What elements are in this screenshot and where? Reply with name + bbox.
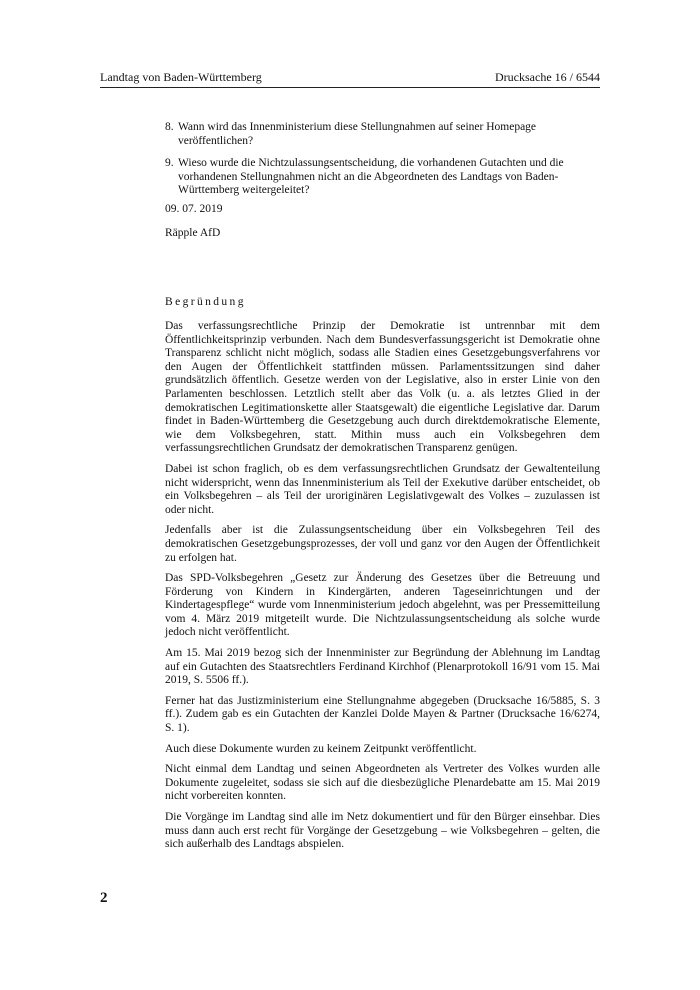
body-paragraph: Ferner hat das Justizministerium eine Stellungnahme abgegeben (Drucksache 16/5885, S. 3 ff.). Zudem gab es ein Gutachten der Kanzlei Dolde Mayen & Partner (Drucksache 16/6274, S. 1). — [165, 694, 600, 735]
page-header — [100, 70, 600, 88]
document-date: 09. 07. 2019 — [165, 203, 223, 215]
body-paragraph: Die Vorgänge im Landtag sind alle im Netz dokumentiert und für den Bürger einsehbar. Dies muss dann auch erst recht für Vorgänge der Gesetzgebung – wie Volksbegehren – gelten, die sich außerhalb des Landtags abspielen. — [165, 811, 600, 851]
question-text: Wann wird das Innenministerium diese Stellungnahmen auf seiner Homepage veröffentlichen? — [178, 121, 537, 147]
question-number: 8. — [165, 121, 174, 133]
question-item — [165, 157, 600, 198]
justification-body — [165, 320, 600, 859]
header-publisher: Landtag von Baden-Württemberg — [100, 70, 262, 84]
section-heading: Begründung — [165, 296, 246, 308]
document-author: Räpple AfD — [165, 227, 221, 239]
body-paragraph: Jedenfalls aber ist die Zulassungsentscheidung über ein Volksbegehren Teil des demokratischen Gesetzgebungsprozesses, der voll und ganz vor den Augen der Öffentlichkeit zu erfolgen hat. — [165, 524, 600, 564]
body-paragraph: Auch diese Dokumente wurden zu keinem Zeitpunkt veröffentlicht. — [165, 742, 477, 755]
question-text: Wieso wurde die Nichtzulassungsentscheidung, die vorhandenen Gutachten und die vorhandenen Stellungnahmen nicht an die Abgeordneten des Landtags von Baden-Württemberg weitergeleitet? — [178, 157, 564, 197]
body-paragraph: Das SPD-Volksbegehren „Gesetz zur Änderung des Gesetzes über die Betreuung und Förderung von Kindern in Kindergärten, anderen Tageseinrichtungen und der Kindertagespflege“ wurde vom Innenministerium jedoch abgelehnt, was per Pressemitteilung vom 4. März 2019 mitgeteilt wurde. Die Nichtzulassungsentscheidung als solche wurde jedoch nicht veröffentlicht. — [165, 572, 600, 639]
body-paragraph: Dabei ist schon fraglich, ob es dem verfassungsrechtlichen Grundsatz der Gewaltenteilung nicht widerspricht, wenn das Innenministerium als Teil der Exekutive darüber entscheidet, ob ein Volksbegehren – als Teil der uroriginären Legislativgewalt des Volkes – zuzulassen ist oder nicht. — [165, 462, 600, 516]
question-item — [165, 121, 600, 148]
question-list — [165, 121, 600, 207]
page-number: 2 — [100, 890, 108, 906]
body-paragraph: Das verfassungsrechtliche Prinzip der Demokratie ist untrennbar mit dem Öffentlichkeitsprinzip verbunden. Nach dem Bundesverfassungsgericht ist Demokratie ohne Transparenz schlicht nicht möglich, sodass alle Stadien eines Gesetzgebungsverfahrens vor den Augen der Öffentlichkeit stattfinden müssen. Parlamentssitzungen sind daher grundsätzlich öffentlich. Gesetze werden von der Legislative, also in erster Linie von den Parlamenten beschlossen. Letztlich stellt aber das Volk (u. a. als letztes Glied in der demokratischen Legitimationskette aller Staatsgewalt) die eigentliche Legislative dar. Darum findet in Baden-Württemberg die Gesetzgebung auch durch direktdemokratische Elemente, wie dem Volksbegehren, statt. Mithin muss auch ein Volksbegehren dem verfassungsrechtlichen Grundsatz der demokratischen Transparenz genügen. — [165, 320, 600, 455]
question-number: 9. — [165, 157, 174, 170]
body-paragraph: Am 15. Mai 2019 bezog sich der Innenminister zur Begründung der Ablehnung im Landtag auf ein Gutachten des Staatsrechtlers Ferdinand Kirchhof (Plenarprotokoll 16/91 vom 15. Mai 2019, S. 5506 ff.). — [165, 647, 600, 687]
header-document-number: Drucksache 16 / 6544 — [495, 70, 600, 84]
body-paragraph: Nicht einmal dem Landtag und seinen Abgeordneten als Vertreter des Volkes wurden alle Dokumente zugeleitet, sodass sie sich auf die diesbezügliche Plenardebatte am 15. Mai 2019 nicht vorbereiten konnten. — [165, 763, 600, 803]
